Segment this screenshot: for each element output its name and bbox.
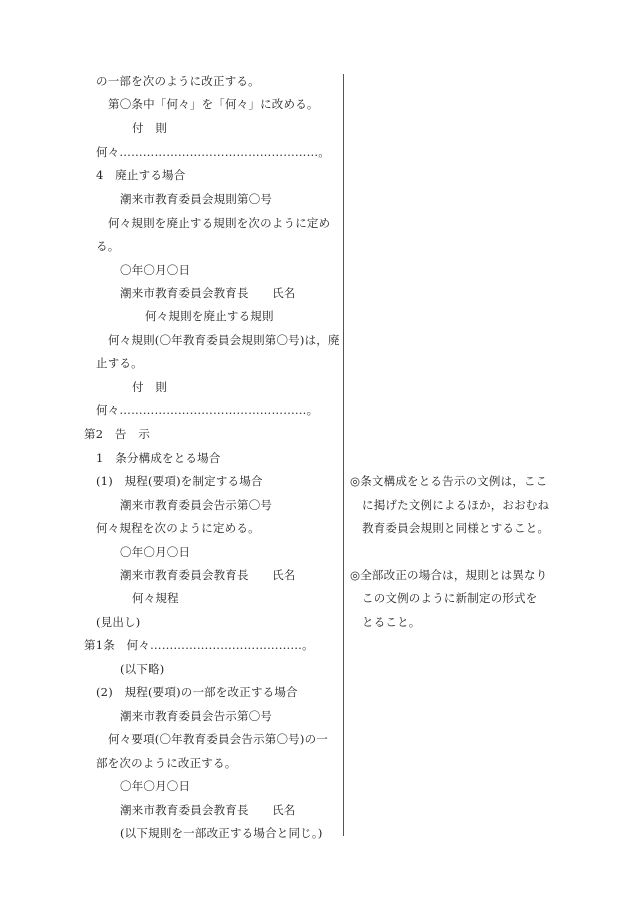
article-line: 第1条 何々…………………………………。 [84, 638, 314, 652]
text-line: (見出し) [96, 615, 141, 629]
signature-line: 潮来市教育委員会教育長 氏名 [120, 568, 296, 582]
heading-supplementary: 付 則 [132, 380, 168, 394]
note-line: 教育委員会規則と同様とすること。 [362, 521, 550, 535]
text-line: 何々規則(〇年教育委員会規則第〇号)は，廃 [108, 333, 340, 347]
subsection-heading: (1) 規程(要項)を制定する場合 [96, 474, 263, 488]
rule-title: 何々規程 [132, 591, 179, 605]
signature-line: 潮来市教育委員会教育長 氏名 [120, 803, 296, 817]
text-line: 何々要項(〇年教育委員会告示第〇号)の一 [108, 732, 328, 746]
section-heading: 1 条分構成をとる場合 [96, 451, 221, 465]
text-line: 第〇条中「何々」を「何々」に改める。 [108, 97, 319, 111]
heading-supplementary: 付 則 [132, 121, 168, 135]
date-line: 〇年〇月〇日 [120, 779, 191, 793]
text-line: 何々規則を廃止する規則を次のように定め [108, 216, 331, 230]
note-line: ◎条文構成をとる告示の文例は，ここ [350, 474, 548, 488]
text-line: の一部を次のように改正する。 [96, 74, 260, 88]
signature-line: 潮来市教育委員会教育長 氏名 [120, 286, 296, 300]
subsection-heading: (2) 規程(要項)の一部を改正する場合 [96, 685, 298, 699]
note-line: に掲げた文例によるほか，おおむね [362, 498, 550, 512]
note-line: ◎全部改正の場合は，規則とは異なり [350, 568, 548, 582]
rule-title: 何々規則を廃止する規則 [145, 309, 274, 323]
text-line: 部を次のように改正する。 [96, 756, 237, 770]
text-line: 何々……………………………………………。 [96, 145, 330, 159]
note-line: とること。 [362, 615, 421, 629]
text-line: 潮来市教育委員会告示第〇号 [120, 498, 273, 512]
text-line: 潮来市教育委員会告示第〇号 [120, 709, 273, 723]
text-line: 何々規程を次のように定める。 [96, 521, 260, 535]
text-line: 何々…………………………………………。 [96, 403, 319, 417]
text-line: (以下略) [120, 662, 165, 676]
date-line: 〇年〇月〇日 [120, 545, 191, 559]
text-line: 潮来市教育委員会規則第〇号 [120, 192, 273, 206]
section-heading: 4 廃止する場合 [96, 168, 186, 182]
note-line: この文例のように新制定の形式を [362, 591, 538, 605]
text-line: (以下規則を一部改正する場合と同じ。) [120, 826, 323, 840]
text-line: る。 [96, 239, 120, 253]
chapter-heading: 第2 告 示 [84, 427, 151, 441]
text-line: 止する。 [96, 356, 143, 370]
column-divider [343, 74, 344, 836]
date-line: 〇年〇月〇日 [120, 263, 191, 277]
